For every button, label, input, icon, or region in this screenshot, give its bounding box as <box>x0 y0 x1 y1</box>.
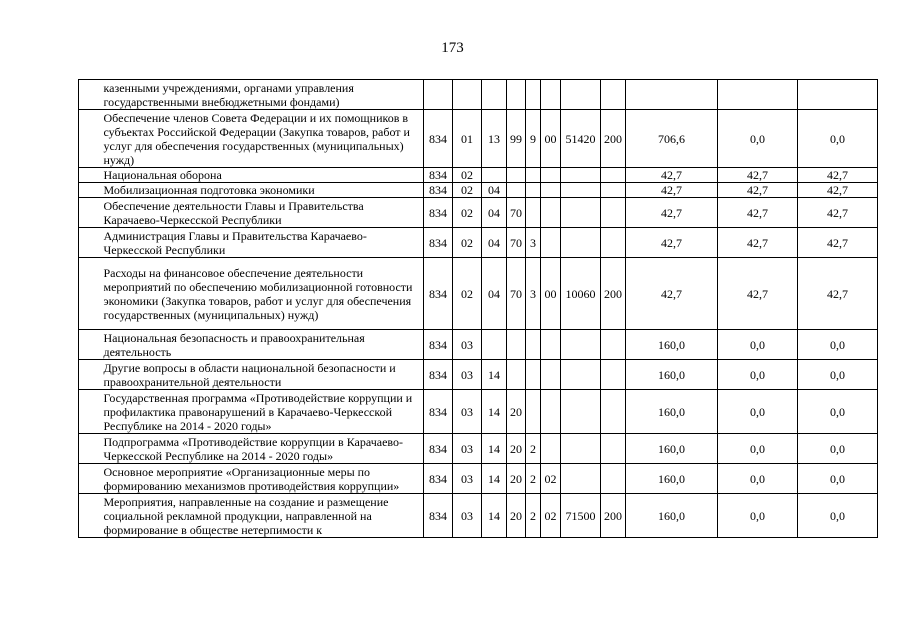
amount-cell-a3: 0,0 <box>798 110 878 168</box>
amount-cell-a3: 0,0 <box>798 330 878 360</box>
amount-cell-a1: 160,0 <box>626 464 718 494</box>
amount-cell-a1: 160,0 <box>626 360 718 390</box>
amount-cell-a3: 42,7 <box>798 228 878 258</box>
code-cell-c7 <box>561 330 601 360</box>
code-cell-c2: 03 <box>453 390 482 434</box>
code-cell-c6: 00 <box>541 258 561 330</box>
code-cell-c6: 00 <box>541 110 561 168</box>
code-cell-c3: 14 <box>482 464 507 494</box>
row-name-cell: Другие вопросы в области национальной безопасности и правоохранительной деятельности <box>102 360 424 390</box>
code-cell-c8: 200 <box>601 494 626 538</box>
code-cell-c1: 834 <box>424 464 453 494</box>
table-row <box>79 434 878 464</box>
code-cell-c5 <box>526 330 541 360</box>
amount-cell-a1: 160,0 <box>626 494 718 538</box>
code-cell-c5 <box>526 80 541 110</box>
amount-cell-a1: 42,7 <box>626 258 718 330</box>
table-row <box>79 228 878 258</box>
table-row <box>79 258 878 330</box>
code-cell-c4: 20 <box>507 434 526 464</box>
code-cell-c4: 20 <box>507 464 526 494</box>
row-spacer-cell <box>79 110 102 168</box>
table-row <box>79 390 878 434</box>
code-cell-c1: 834 <box>424 110 453 168</box>
row-spacer-cell <box>79 228 102 258</box>
table-row <box>79 110 878 168</box>
code-cell-c7 <box>561 390 601 434</box>
amount-cell-a2: 0,0 <box>718 360 798 390</box>
code-cell-c3: 04 <box>482 183 507 198</box>
code-cell-c4 <box>507 168 526 183</box>
table-row <box>79 464 878 494</box>
code-cell-c7: 71500 <box>561 494 601 538</box>
amount-cell-a2 <box>718 80 798 110</box>
amount-cell-a3: 42,7 <box>798 198 878 228</box>
amount-cell-a3: 42,7 <box>798 183 878 198</box>
amount-cell-a2: 42,7 <box>718 258 798 330</box>
amount-cell-a2: 0,0 <box>718 110 798 168</box>
code-cell-c5: 2 <box>526 494 541 538</box>
amount-cell-a3: 0,0 <box>798 494 878 538</box>
code-cell-c8 <box>601 183 626 198</box>
code-cell-c1: 834 <box>424 330 453 360</box>
code-cell-c7 <box>561 80 601 110</box>
code-cell-c7 <box>561 228 601 258</box>
amount-cell-a1: 42,7 <box>626 228 718 258</box>
row-name-cell: Обеспечение членов Совета Федерации и их помощников в субъектах Российской Федерации (Закупка товаров, работ и услуг для обеспечения государственных (муниципальных) нужд) <box>102 110 424 168</box>
code-cell-c5 <box>526 390 541 434</box>
code-cell-c2: 03 <box>453 360 482 390</box>
code-cell-c3: 04 <box>482 228 507 258</box>
row-spacer-cell <box>79 390 102 434</box>
amount-cell-a3: 42,7 <box>798 258 878 330</box>
amount-cell-a2: 42,7 <box>718 198 798 228</box>
code-cell-c6 <box>541 198 561 228</box>
code-cell-c6: 02 <box>541 464 561 494</box>
code-cell-c4: 99 <box>507 110 526 168</box>
code-cell-c1: 834 <box>424 168 453 183</box>
amount-cell-a3: 42,7 <box>798 168 878 183</box>
code-cell-c1: 834 <box>424 434 453 464</box>
code-cell-c6 <box>541 330 561 360</box>
code-cell-c2 <box>453 80 482 110</box>
code-cell-c7 <box>561 183 601 198</box>
amount-cell-a2: 0,0 <box>718 464 798 494</box>
row-name-cell: казенными учреждениями, органами управления государственными внебюджетными фондами) <box>102 80 424 110</box>
code-cell-c7 <box>561 434 601 464</box>
code-cell-c7 <box>561 360 601 390</box>
code-cell-c3: 13 <box>482 110 507 168</box>
row-spacer-cell <box>79 360 102 390</box>
code-cell-c8: 200 <box>601 110 626 168</box>
code-cell-c7 <box>561 198 601 228</box>
code-cell-c1: 834 <box>424 183 453 198</box>
amount-cell-a1: 706,6 <box>626 110 718 168</box>
row-spacer-cell <box>79 330 102 360</box>
amount-cell-a1: 42,7 <box>626 198 718 228</box>
row-name-cell: Мобилизационная подготовка экономики <box>102 183 424 198</box>
table-body <box>79 80 878 538</box>
code-cell-c1: 834 <box>424 390 453 434</box>
code-cell-c5 <box>526 198 541 228</box>
code-cell-c4: 70 <box>507 258 526 330</box>
row-name-cell: Обеспечение деятельности Главы и Правительства Карачаево-Черкесской Республики <box>102 198 424 228</box>
code-cell-c2: 01 <box>453 110 482 168</box>
code-cell-c7: 51420 <box>561 110 601 168</box>
code-cell-c3: 14 <box>482 494 507 538</box>
code-cell-c2: 03 <box>453 434 482 464</box>
code-cell-c3: 14 <box>482 390 507 434</box>
code-cell-c4: 70 <box>507 228 526 258</box>
code-cell-c4 <box>507 360 526 390</box>
code-cell-c2: 03 <box>453 330 482 360</box>
row-spacer-cell <box>79 258 102 330</box>
amount-cell-a3 <box>798 80 878 110</box>
code-cell-c6 <box>541 360 561 390</box>
amount-cell-a1: 160,0 <box>626 434 718 464</box>
budget-table <box>78 79 878 538</box>
row-spacer-cell <box>79 434 102 464</box>
row-spacer-cell <box>79 183 102 198</box>
code-cell-c6: 02 <box>541 494 561 538</box>
row-name-cell: Подпрограмма «Противодействие коррупции в Карачаево-Черкесской Республике на 2014 - 2020 годы» <box>102 434 424 464</box>
row-name-cell: Мероприятия, направленные на создание и размещение социальной рекламной продукции, направленной на формирование в обществе нетерпимости к <box>102 494 424 538</box>
row-name-cell: Расходы на финансовое обеспечение деятельности мероприятий по обеспечению мобилизационной готовности экономики (Закупка товаров, работ и услуг для обеспечения государственных (муниципальных) нужд) <box>102 258 424 330</box>
amount-cell-a3: 0,0 <box>798 390 878 434</box>
code-cell-c5: 9 <box>526 110 541 168</box>
code-cell-c3 <box>482 330 507 360</box>
code-cell-c1 <box>424 80 453 110</box>
code-cell-c1: 834 <box>424 228 453 258</box>
amount-cell-a1 <box>626 80 718 110</box>
code-cell-c8 <box>601 360 626 390</box>
row-spacer-cell <box>79 168 102 183</box>
code-cell-c5 <box>526 183 541 198</box>
code-cell-c6 <box>541 390 561 434</box>
code-cell-c5: 3 <box>526 258 541 330</box>
code-cell-c3: 04 <box>482 258 507 330</box>
code-cell-c7: 10060 <box>561 258 601 330</box>
amount-cell-a2: 42,7 <box>718 168 798 183</box>
code-cell-c8 <box>601 434 626 464</box>
code-cell-c8 <box>601 198 626 228</box>
code-cell-c1: 834 <box>424 494 453 538</box>
code-cell-c5: 2 <box>526 464 541 494</box>
code-cell-c7 <box>561 168 601 183</box>
code-cell-c3: 14 <box>482 360 507 390</box>
code-cell-c8 <box>601 464 626 494</box>
code-cell-c2: 02 <box>453 198 482 228</box>
page-number: 173 <box>441 40 464 56</box>
row-name-cell: Основное мероприятие «Организационные меры по формированию механизмов противодействия коррупции» <box>102 464 424 494</box>
row-name-cell: Администрация Главы и Правительства Карачаево-Черкесской Республики <box>102 228 424 258</box>
code-cell-c2: 02 <box>453 168 482 183</box>
code-cell-c1: 834 <box>424 258 453 330</box>
amount-cell-a2: 42,7 <box>718 183 798 198</box>
code-cell-c4: 20 <box>507 390 526 434</box>
code-cell-c4 <box>507 330 526 360</box>
amount-cell-a1: 160,0 <box>626 330 718 360</box>
table-row <box>79 183 878 198</box>
code-cell-c5 <box>526 360 541 390</box>
code-cell-c5: 3 <box>526 228 541 258</box>
table-row <box>79 330 878 360</box>
code-cell-c7 <box>561 464 601 494</box>
table-row <box>79 198 878 228</box>
amount-cell-a3: 0,0 <box>798 360 878 390</box>
code-cell-c2: 02 <box>453 258 482 330</box>
amount-cell-a2: 0,0 <box>718 390 798 434</box>
table-row <box>79 360 878 390</box>
code-cell-c1: 834 <box>424 198 453 228</box>
code-cell-c8 <box>601 168 626 183</box>
code-cell-c6 <box>541 183 561 198</box>
row-spacer-cell <box>79 464 102 494</box>
code-cell-c6 <box>541 168 561 183</box>
code-cell-c3: 14 <box>482 434 507 464</box>
row-spacer-cell <box>79 80 102 110</box>
amount-cell-a3: 0,0 <box>798 434 878 464</box>
amount-cell-a2: 42,7 <box>718 228 798 258</box>
amount-cell-a2: 0,0 <box>718 494 798 538</box>
amount-cell-a1: 42,7 <box>626 168 718 183</box>
code-cell-c3 <box>482 80 507 110</box>
code-cell-c2: 03 <box>453 494 482 538</box>
table-row <box>79 168 878 183</box>
code-cell-c8: 200 <box>601 258 626 330</box>
code-cell-c3 <box>482 168 507 183</box>
amount-cell-a2: 0,0 <box>718 434 798 464</box>
code-cell-c4 <box>507 80 526 110</box>
row-spacer-cell <box>79 494 102 538</box>
code-cell-c2: 03 <box>453 464 482 494</box>
code-cell-c8 <box>601 330 626 360</box>
row-name-cell: Национальная безопасность и правоохранительная деятельность <box>102 330 424 360</box>
code-cell-c8 <box>601 390 626 434</box>
code-cell-c3: 04 <box>482 198 507 228</box>
code-cell-c8 <box>601 80 626 110</box>
row-name-cell: Государственная программа «Противодействие коррупции и профилактика правонарушений в Карачаево-Черкесской Республике на 2014 - 2020 годы» <box>102 390 424 434</box>
amount-cell-a3: 0,0 <box>798 464 878 494</box>
amount-cell-a2: 0,0 <box>718 330 798 360</box>
row-spacer-cell <box>79 198 102 228</box>
table-row <box>79 494 878 538</box>
code-cell-c5 <box>526 168 541 183</box>
code-cell-c6 <box>541 80 561 110</box>
code-cell-c1: 834 <box>424 360 453 390</box>
code-cell-c2: 02 <box>453 183 482 198</box>
code-cell-c8 <box>601 228 626 258</box>
code-cell-c5: 2 <box>526 434 541 464</box>
code-cell-c6 <box>541 228 561 258</box>
code-cell-c2: 02 <box>453 228 482 258</box>
row-name-cell: Национальная оборона <box>102 168 424 183</box>
code-cell-c4: 70 <box>507 198 526 228</box>
amount-cell-a1: 160,0 <box>626 390 718 434</box>
code-cell-c6 <box>541 434 561 464</box>
code-cell-c4 <box>507 183 526 198</box>
amount-cell-a1: 42,7 <box>626 183 718 198</box>
code-cell-c4: 20 <box>507 494 526 538</box>
table-row <box>79 80 878 110</box>
